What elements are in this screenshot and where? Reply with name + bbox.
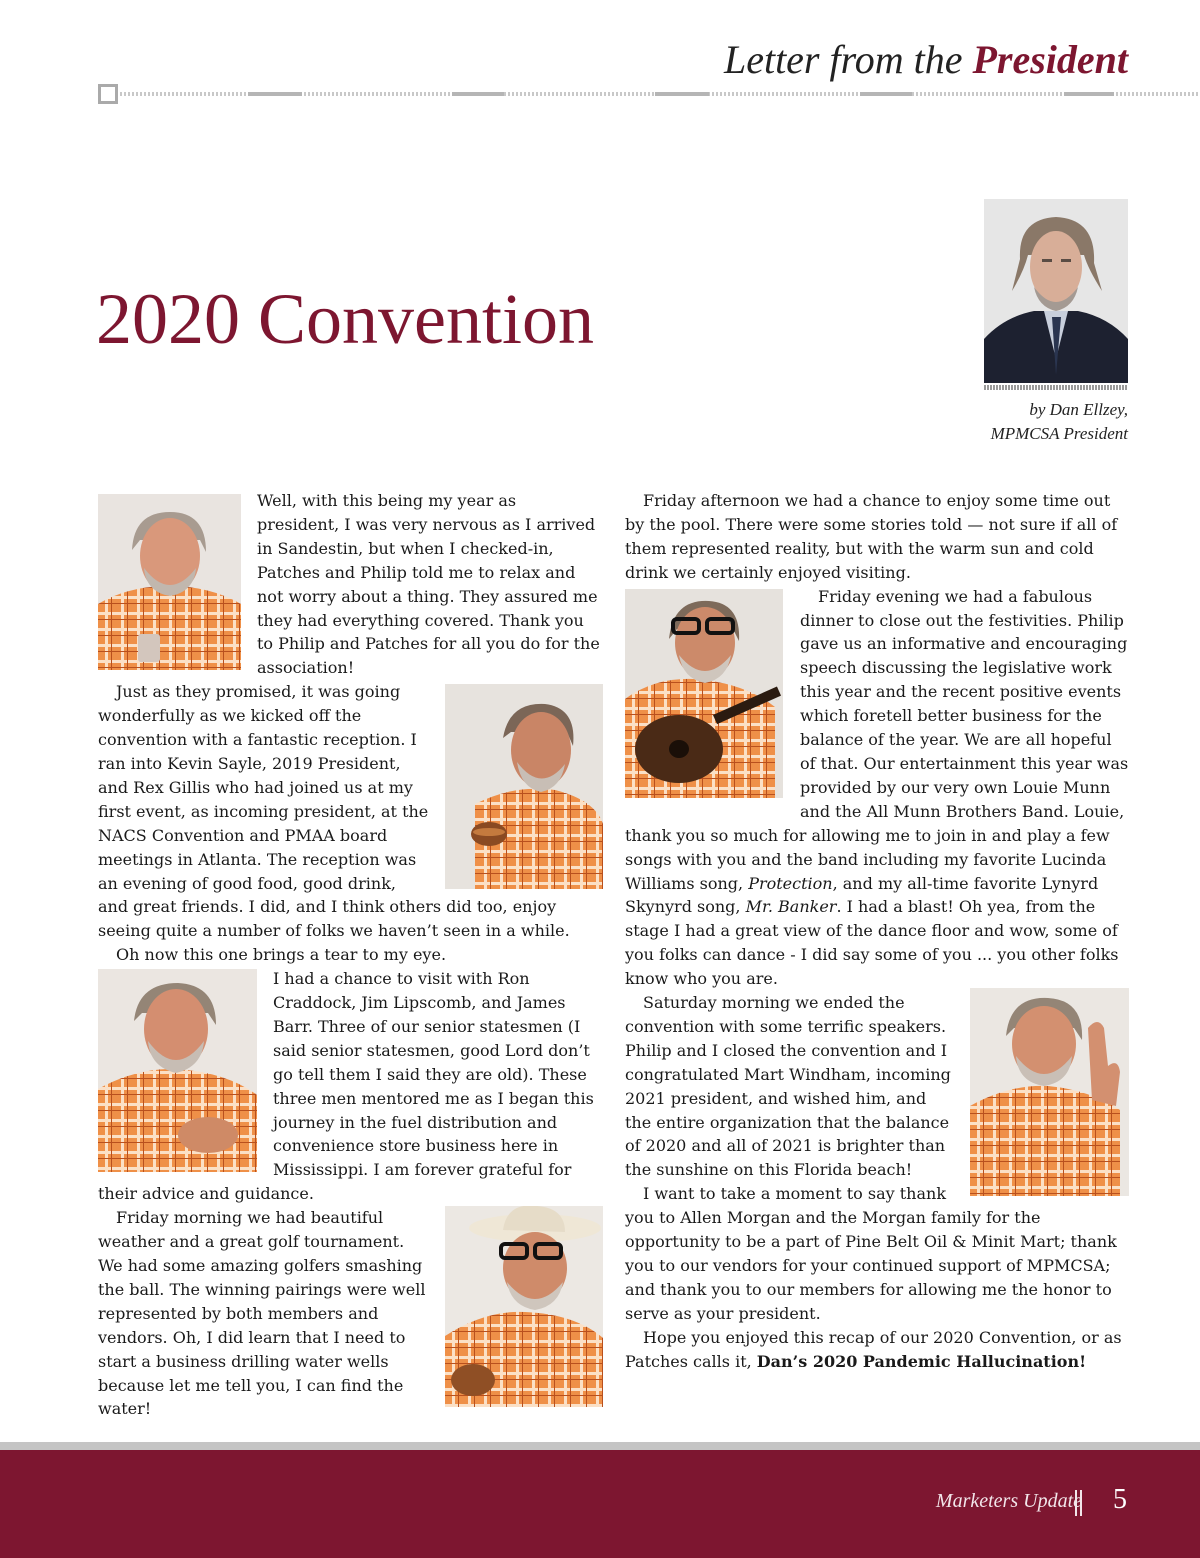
- paragraph-closing: [625, 1326, 1129, 1374]
- header-rule-accent: [1064, 92, 1114, 96]
- convention-photo-guitar: [625, 589, 783, 798]
- article-column-left: [98, 489, 603, 1421]
- section-header-prefix: Letter from the: [723, 37, 963, 82]
- paragraph-dinner-part3: . I had a blast! Oh yea, from the stage I had a great view of the dance floor and wow, some of you folks can dance - I did say some of you ... you other folks know who you are.: [625, 897, 1119, 989]
- convention-photo-cowboy-hat: [445, 1206, 603, 1407]
- footer-separator: [1075, 1490, 1082, 1516]
- paragraph-reception: [98, 680, 603, 943]
- portrait-caption-bar: [984, 385, 1128, 390]
- convention-photo-hand-on-chest: [98, 969, 257, 1172]
- article-column-right: [625, 489, 1129, 1374]
- header-rule-accent: [860, 92, 912, 96]
- closing-emphasis: Dan’s 2020 Pandemic Hallucination!: [756, 1351, 1087, 1371]
- page-number: 5: [1113, 1484, 1127, 1515]
- paragraph-golf-text: Friday morning we had beautiful weather and a great golf tournament. We had some amazing golfers smashing the ball. The winning pairings were well represented by both members and vendors. Oh, I did learn that I need to start a business drilling water wells because let me tell you, I can find the water!: [98, 1208, 426, 1419]
- convention-photo-salute: [970, 988, 1129, 1196]
- header-rule-square: [98, 84, 118, 104]
- section-header: [724, 36, 1128, 83]
- convention-photo-holding-drink: [445, 684, 603, 889]
- paragraph-saturday: [625, 991, 1129, 1182]
- paragraph-dinner-part1: Friday evening we had a fabulous dinner to close out the festivities. Philip gave us an informative and encouraging speech discussing the legislative work this year and the recent positive events which foretell better business for the balance of the year. We are all hopeful of that. Our entertainment this year was provided by our very own Louie Munn and the All Munn Brothers Band. Louie, thank you so much for allowing me to join in and play a few songs with you and the band including my favorite Lucinda Williams song,: [625, 586, 1129, 893]
- paragraph-arrival: Well, with this being my year as president, I was very nervous as I arrived in Sandestin, but when I checked-in, Patches and Philip told me to relax and not worry about a thing. They assured me they had everything covered. Thank you to Philip and Patches for all you do for the association!: [257, 491, 600, 678]
- header-rule-accent: [655, 92, 709, 96]
- footer-accent-bar: [0, 1442, 1200, 1450]
- paragraph-tear: Oh now this one brings a tear to my eye.: [116, 945, 447, 965]
- song-title-mr-banker: Mr. Banker: [745, 897, 837, 917]
- paragraph-saturday-text: Saturday morning we ended the convention with some terrific speakers. Philip and I closed the convention and I congratulated Mart Windham, incoming 2021 president, and wished him, and the entire organization that the balance of 2020 and all of 2021 is brighter than the sunshine on this Florida beach!: [625, 993, 951, 1180]
- paragraph-reception-text: Just as they promised, it was going wonderfully as we kicked off the convention with a fantastic reception. I ran into Kevin Sayle, 2019 President, and Rex Gillis who had joined us at my first event, as incoming president, at the NACS Convention and PMAA board meetings in Atlanta. The reception was an evening of good food, good drink, and great friends. I did, and I think others did too, enjoy seeing quite a number of folks we haven’t seen in a while.: [98, 682, 570, 941]
- byline-role: MPMCSA President: [990, 424, 1128, 443]
- author-portrait-photo: [984, 199, 1128, 383]
- section-header-emphasis: President: [972, 37, 1128, 82]
- paragraph-thanks: I want to take a moment to say thank you to Allen Morgan and the Morgan family for the opportunity to be a part of Pine Belt Oil & Minit Mart; thank you to our vendors for your continued support of MPMCSA; and thank you to our members for allowing me the honor to serve as your president.: [625, 1184, 1117, 1323]
- paragraph-mentors: I had a chance to visit with Ron Craddock, Jim Lipscomb, and James Barr. Three of our senior statesmen (I said senior statesmen, good Lord don’t go tell them I said they are old). These three men mentored me as I began this journey in the fuel distribution and convenience store business here in Mississippi. I am forever grateful for their advice and guidance.: [98, 969, 594, 1204]
- paragraph-dinner-part2: , and my all-time favorite Lynyrd Skynyrd song,: [625, 873, 1099, 917]
- article-title: 2020 Convention: [96, 279, 594, 359]
- paragraph-closing-text: Hope you enjoyed this recap of our 2020 Convention, or as Patches calls it,: [625, 1327, 1122, 1371]
- convention-photo-holding-card: [98, 494, 241, 670]
- footer-publication-name: Marketers Update: [935, 1490, 1082, 1512]
- paragraph-golf: [98, 1206, 603, 1421]
- byline-name: by Dan Ellzey,: [1029, 400, 1128, 419]
- header-rule-accent: [452, 92, 504, 96]
- paragraph-pool: Friday afternoon we had a chance to enjoy some time out by the pool. There were some stories told — not sure if all of them represented reality, but with the warm sun and cold drink we certainly enjoyed visiting.: [625, 491, 1118, 582]
- header-rule-accent: [248, 92, 302, 96]
- song-title-protection: Protection: [748, 873, 833, 893]
- byline: [991, 398, 1128, 446]
